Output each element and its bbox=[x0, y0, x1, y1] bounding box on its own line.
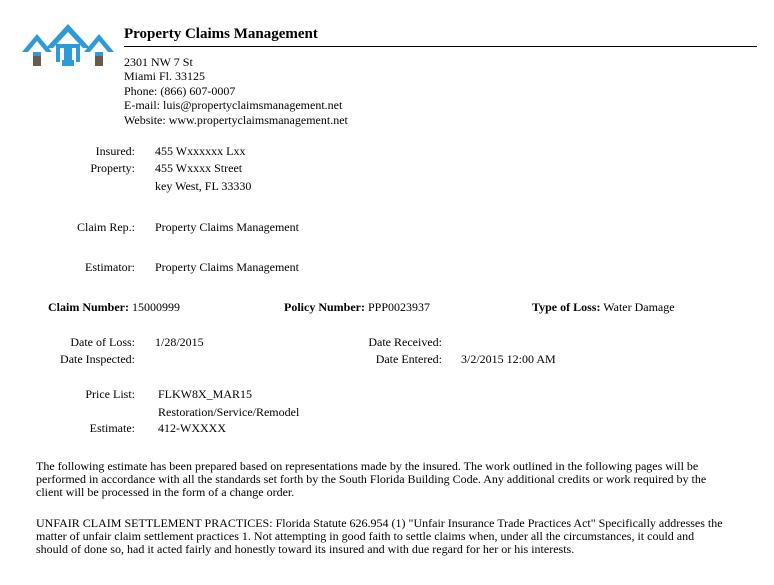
insured-label: Insured: bbox=[95, 144, 135, 158]
type-of-loss-value: Water Damage bbox=[603, 300, 675, 314]
date-entered-label: Date Entered: bbox=[375, 352, 442, 366]
claim-number-value: 15000999 bbox=[132, 300, 180, 314]
estimate-label: Estimate: bbox=[89, 421, 135, 435]
claim-rep-label: Claim Rep.: bbox=[77, 220, 135, 234]
price-list-label: Price List: bbox=[85, 387, 135, 401]
policy-number bbox=[284, 300, 430, 315]
claim-number bbox=[48, 300, 180, 315]
company-phone: Phone: (866) 607-0007 bbox=[124, 84, 236, 98]
claim-number-label: Claim Number: bbox=[48, 300, 129, 314]
company-name: Property Claims Management bbox=[124, 26, 318, 42]
estimator-label: Estimator: bbox=[85, 260, 135, 274]
property-label: Property: bbox=[90, 161, 135, 175]
claim-rep-value: Property Claims Management bbox=[155, 220, 299, 234]
policy-number-value: PPP0023937 bbox=[367, 300, 431, 314]
insured-value: 455 Wxxxxxx Lxx bbox=[155, 144, 246, 158]
date-received-label: Date Received: bbox=[368, 335, 442, 349]
company-email: E-mail: luis@propertyclaimsmanagement.net bbox=[124, 98, 343, 112]
property-street: 455 Wxxxx Street bbox=[155, 161, 243, 175]
estimate-disclaimer-paragraph: The following estimate has been prepared based on representations made by the insured. The work outlined in the following pages will be performed in accordance with all the standards set forth by the South Florida Building Code. Any additional credits or work required by the client will be processed in the form of a change order. bbox=[36, 459, 707, 500]
date-of-loss-label: Date of Loss: bbox=[70, 335, 135, 349]
header-divider bbox=[124, 46, 757, 47]
address-street: 2301 NW 7 St bbox=[124, 55, 193, 69]
date-of-loss-value: 1/28/2015 bbox=[155, 335, 204, 349]
type-of-loss-label: Type of Loss: bbox=[532, 300, 601, 314]
unfair-claim-practices-paragraph: UNFAIR CLAIM SETTLEMENT PRACTICES: Florida Statute 626.954 (1) "Unfair Insurance Trade Practices Act" Specifically addresses the matter of unfair claim settlement practices 1. Not attempting in good faith to settle claims when, under all the circumstances, it could and should of done so, had it acted fairly and honestly toward its insured and with due regard for her or his interests. bbox=[36, 516, 723, 557]
date-inspected-label: Date Inspected: bbox=[60, 352, 135, 366]
address-city: Miami Fl. 33125 bbox=[124, 69, 206, 83]
company-website: Website: www.propertyclaimsmanagement.net bbox=[124, 113, 348, 127]
company-logo bbox=[22, 22, 118, 70]
estimator-value: Property Claims Management bbox=[155, 260, 299, 274]
property-city: key West, FL 33330 bbox=[155, 179, 252, 193]
policy-number-label: Policy Number: bbox=[284, 300, 365, 314]
type-of-loss bbox=[532, 300, 675, 315]
price-list-type: Restoration/Service/Remodel bbox=[158, 405, 300, 419]
date-entered-value: 3/2/2015 12:00 AM bbox=[461, 352, 556, 366]
estimate-value: 412-WXXXX bbox=[158, 421, 226, 435]
price-list-code: FLKW8X_MAR15 bbox=[158, 387, 253, 401]
